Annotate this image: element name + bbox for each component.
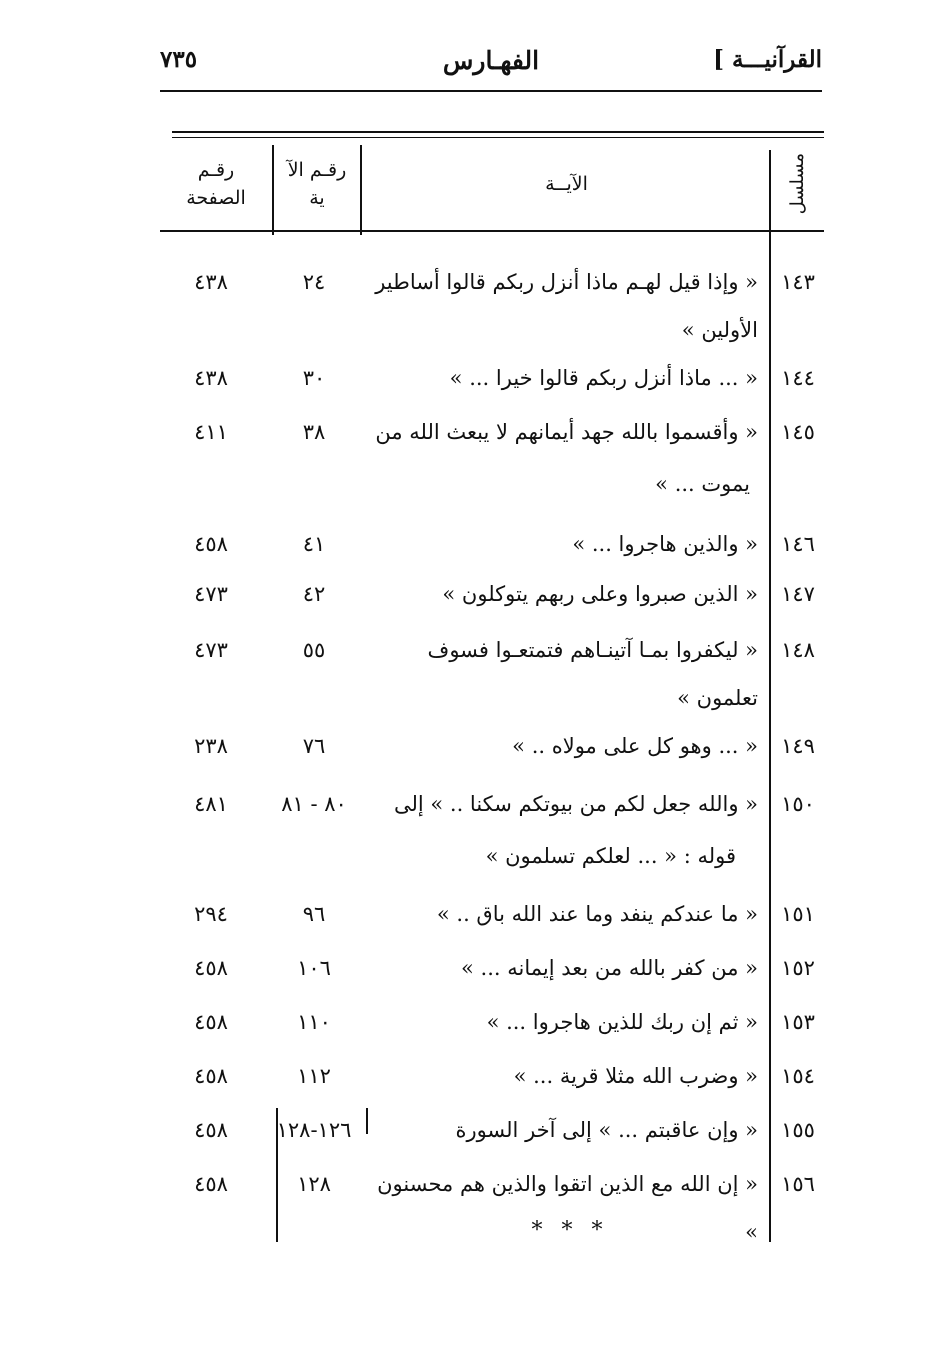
table-row (160, 520, 824, 568)
serial-number: ١٥٥ (781, 1118, 815, 1142)
ayah-line-continued: الأولين » (681, 318, 758, 342)
serial-number: ١٤٦ (781, 532, 815, 556)
serial-number: ١٥٦ (781, 1172, 815, 1196)
page-reference: ٤٥٨ (194, 532, 228, 556)
page-reference: ٤٣٨ (194, 366, 228, 390)
ayah-number: ٥٥ (302, 638, 326, 662)
ayah-line: « والله جعل لكم من بيوتكم سكنا .. » إلى (393, 792, 758, 816)
ayah-text (368, 780, 758, 884)
ayah-text (368, 408, 758, 512)
header-rule (160, 90, 822, 92)
page-reference: ٤٥٨ (194, 1064, 228, 1088)
serial-number: ١٤٧ (781, 582, 815, 606)
serial-number: ١٥١ (781, 902, 815, 926)
header-ayah-number (274, 140, 360, 228)
ayah-line-continued: تعلمون » (677, 686, 758, 710)
running-head-section: القرآنيـــة ] (713, 46, 822, 73)
serial-number: ١٤٥ (781, 420, 815, 444)
ayah-number: ٤١ (302, 532, 326, 556)
table-row (160, 890, 824, 938)
header-bottom-rule (160, 230, 824, 232)
page-reference: ٤٣٨ (194, 270, 228, 294)
page-reference: ٤٥٨ (194, 956, 228, 980)
ayah-line: « وإذا قيل لهـم ماذا أنزل ربكم قالوا أساطير (375, 270, 758, 294)
ayah-number: ٣٠ (302, 366, 326, 390)
ayah-text (368, 626, 758, 722)
page-reference: ٤٨١ (194, 792, 228, 816)
ayah-number: ١٢٨ (297, 1172, 331, 1196)
end-mark: * * * (531, 1218, 609, 1243)
table-row (160, 944, 824, 992)
ayah-number: ٤٢ (302, 582, 326, 606)
running-head (160, 40, 822, 84)
ayah-text: « وضرب الله مثلا قرية ... » (513, 1064, 758, 1088)
header-page-number-label: رقـم الصفحة (186, 159, 246, 209)
ayah-number: ١٢٦-١٢٨ (276, 1118, 352, 1142)
ayah-line-continued: قوله : « ... لعلكم تسلمون » (485, 844, 736, 868)
serial-number: ١٤٣ (781, 270, 815, 294)
ayah-number: ٣٨ (302, 420, 326, 444)
serial-number: ١٤٩ (781, 734, 815, 758)
ayah-text: « إن الله مع الذين اتقوا والذين هم محسنون » (377, 1172, 758, 1244)
running-head-title: الفهـارس (442, 46, 540, 75)
ayah-number: ٢٤ (302, 270, 326, 294)
table-row (160, 626, 824, 730)
serial-number: ١٤٤ (781, 366, 815, 390)
page-reference: ٢٩٤ (194, 902, 228, 926)
header-serial-label: مسلسل (786, 153, 808, 215)
ayah-line: « ليكفروا بمـا آتينـاهم فتمتعـوا فسوف (427, 638, 758, 662)
page-reference: ٤١١ (194, 420, 228, 444)
column-divider (360, 145, 362, 235)
header-ayah-label: الآيــة (545, 173, 588, 195)
ayah-text: « ... ماذا أنزل ربكم قالوا خيرا ... » (449, 366, 758, 390)
ayah-number: ٧٦ (302, 734, 326, 758)
ayah-text: « والذين هاجروا ... » (572, 532, 758, 556)
ayah-text: « وإن عاقبتم ... » إلى آخر السورة (455, 1118, 758, 1142)
ayah-number: ٩٦ (302, 902, 326, 926)
ayah-text: « ثم إن ربك للذين هاجروا ... » (486, 1010, 758, 1034)
page-number: ٧٣٥ (160, 46, 198, 73)
serial-number: ١٥٤ (781, 1064, 815, 1088)
page-reference: ٢٣٨ (194, 734, 228, 758)
ayah-text: « ما عندكم ينفد وما عند الله باق .. » (436, 902, 758, 926)
ayah-line-continued: يموت ... » (655, 472, 750, 496)
ayah-number: ٨٠ - ٨١ (281, 792, 347, 816)
table-row (160, 570, 824, 618)
header-serial (771, 140, 824, 228)
ayah-text (368, 258, 758, 354)
serial-number: ١٥٣ (781, 1010, 815, 1034)
page-reference: ٤٧٣ (194, 638, 228, 662)
table-row (160, 1106, 824, 1154)
table-row (160, 1052, 824, 1100)
table-top-rule (172, 131, 824, 133)
ayah-line: « وأقسموا بالله جهد أيمانهم لا يبعث الله من (375, 420, 758, 444)
table-row (160, 1160, 824, 1244)
table-row (160, 780, 824, 888)
ayah-number: ١١٢ (297, 1064, 331, 1088)
header-ayah-number-label: رقـم الآ ية (287, 159, 347, 209)
ayah-text: « الذين صبروا وعلى ربهم يتوكلون » (442, 582, 758, 606)
serial-number: ١٥٠ (781, 792, 815, 816)
page-reference: ٤٧٣ (194, 582, 228, 606)
header-page-number (160, 140, 272, 228)
serial-number: ١٤٨ (781, 638, 815, 662)
table-top-rule-thin (172, 137, 824, 138)
page-reference: ٤٥٨ (194, 1118, 228, 1142)
header-ayah (364, 140, 769, 228)
ayah-text: « ... وهو كل على مولاه .. » (512, 734, 758, 758)
table-row (160, 408, 824, 520)
ayah-number: ١١٠ (297, 1010, 331, 1034)
serial-number: ١٥٢ (781, 956, 815, 980)
table-row (160, 258, 824, 362)
table-row (160, 354, 824, 402)
page-reference: ٤٥٨ (194, 1172, 228, 1196)
table-row (160, 998, 824, 1046)
table-row (160, 722, 824, 770)
ayah-text: « من كفر بالله من بعد إيمانه ... » (461, 956, 758, 980)
page-reference: ٤٥٨ (194, 1010, 228, 1034)
ayah-number: ١٠٦ (297, 956, 331, 980)
